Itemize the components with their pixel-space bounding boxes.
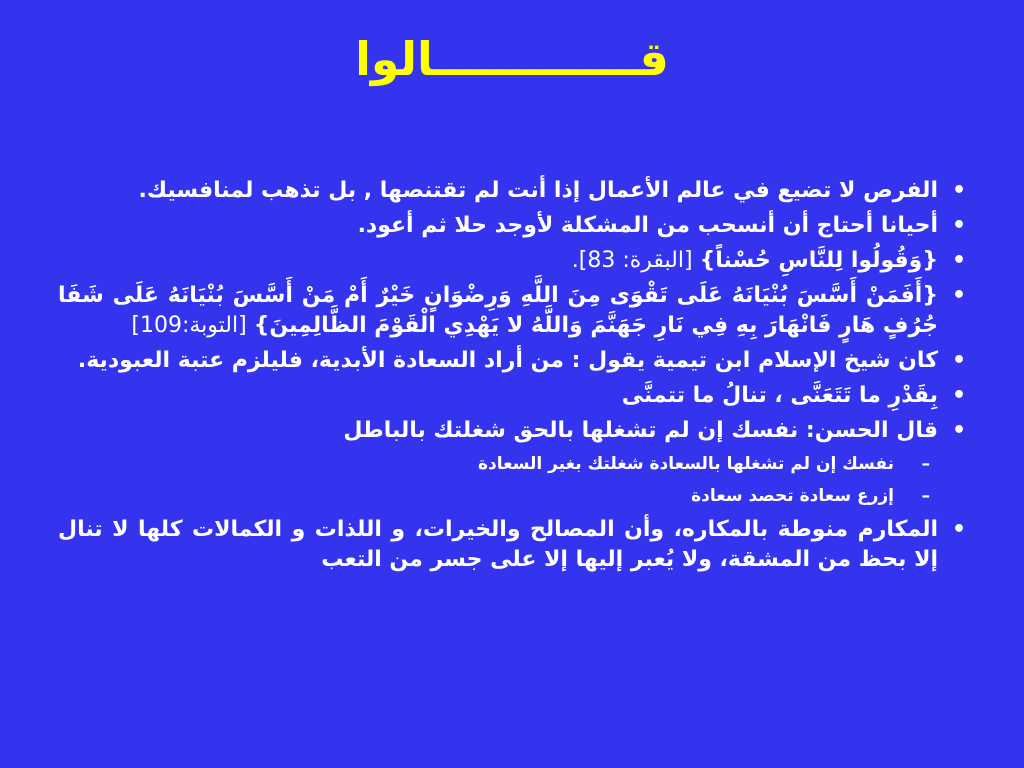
item-text: أحيانا أحتاج أن أنسحب من المشكلة لأوجد حلا ثم أعود. bbox=[357, 213, 938, 238]
bullet-icon: • bbox=[951, 178, 966, 203]
item-text: المكارم منوطة بالمكاره، وأن المصالح والخيرات، و اللذات و الكمالات كلها لا تنال إلا بحظ من المشقة، ولا يُعبر إليها إلا على جسر من التعب bbox=[58, 517, 938, 572]
sub-list-item bbox=[58, 451, 970, 477]
bullet-icon: • bbox=[951, 517, 966, 542]
list-item bbox=[58, 246, 970, 276]
verse-reference: [البقرة: 83]. bbox=[571, 248, 700, 273]
bullet-icon: • bbox=[951, 213, 966, 238]
slide-title: قـــــــــــــالوا bbox=[355, 32, 669, 86]
sub-item-text: إزرع سعادة تحصد سعادة bbox=[691, 486, 894, 506]
verse-reference: [التوبة:109] bbox=[131, 313, 254, 338]
quran-verse: {أَفَمَنْ أَسَّسَ بُنْيَانَهُ عَلَى تَقْوَى مِنَ اللَّهِ وَرِضْوَانٍ خَيْرٌ أَمْ مَنْ أَسَّسَ بُنْيَانَهُ عَلَى شَفَا جُرُفٍ هَارٍ فَانْهَارَ بِهِ فِي نَارِ جَهَنَّمَ وَاللَّهُ لا يَهْدِي الْقَوْمَ الظَّالِمِينَ} bbox=[58, 283, 938, 338]
list-item bbox=[58, 211, 970, 241]
bullet-list bbox=[58, 176, 970, 580]
bullet-icon: • bbox=[951, 348, 966, 373]
sub-list-item bbox=[58, 483, 970, 509]
dash-icon: – bbox=[921, 454, 930, 474]
item-text: قال الحسن: نفسك إن لم تشغلها بالحق شغلتك بالباطل bbox=[343, 418, 938, 443]
item-text: الفرص لا تضيع في عالم الأعمال إذا أنت لم تقتنصها , بل تذهب لمنافسيك. bbox=[138, 178, 938, 203]
bullet-icon: • bbox=[951, 248, 966, 273]
bullet-icon: • bbox=[951, 383, 966, 408]
item-text: كان شيخ الإسلام ابن تيمية يقول : من أراد السعادة الأبدية، فليلزم عتبة العبودية. bbox=[77, 348, 938, 373]
list-item bbox=[58, 515, 970, 575]
quran-verse: {وَقُولُوا لِلنَّاسِ حُسْناً} bbox=[699, 248, 938, 273]
bullet-icon: • bbox=[951, 418, 966, 443]
list-item bbox=[58, 381, 970, 411]
list-item bbox=[58, 281, 970, 341]
list-item bbox=[58, 176, 970, 206]
dash-icon: – bbox=[921, 486, 930, 506]
bullet-icon: • bbox=[951, 283, 966, 308]
list-item bbox=[58, 346, 970, 376]
list-item bbox=[58, 416, 970, 446]
item-text: بِقَدْرِ ما تَتَعَنَّى ، تنالُ ما تتمنَّى bbox=[621, 383, 938, 408]
sub-item-text: نفسك إن لم تشغلها بالسعادة شغلتك بغير السعادة bbox=[477, 454, 894, 474]
